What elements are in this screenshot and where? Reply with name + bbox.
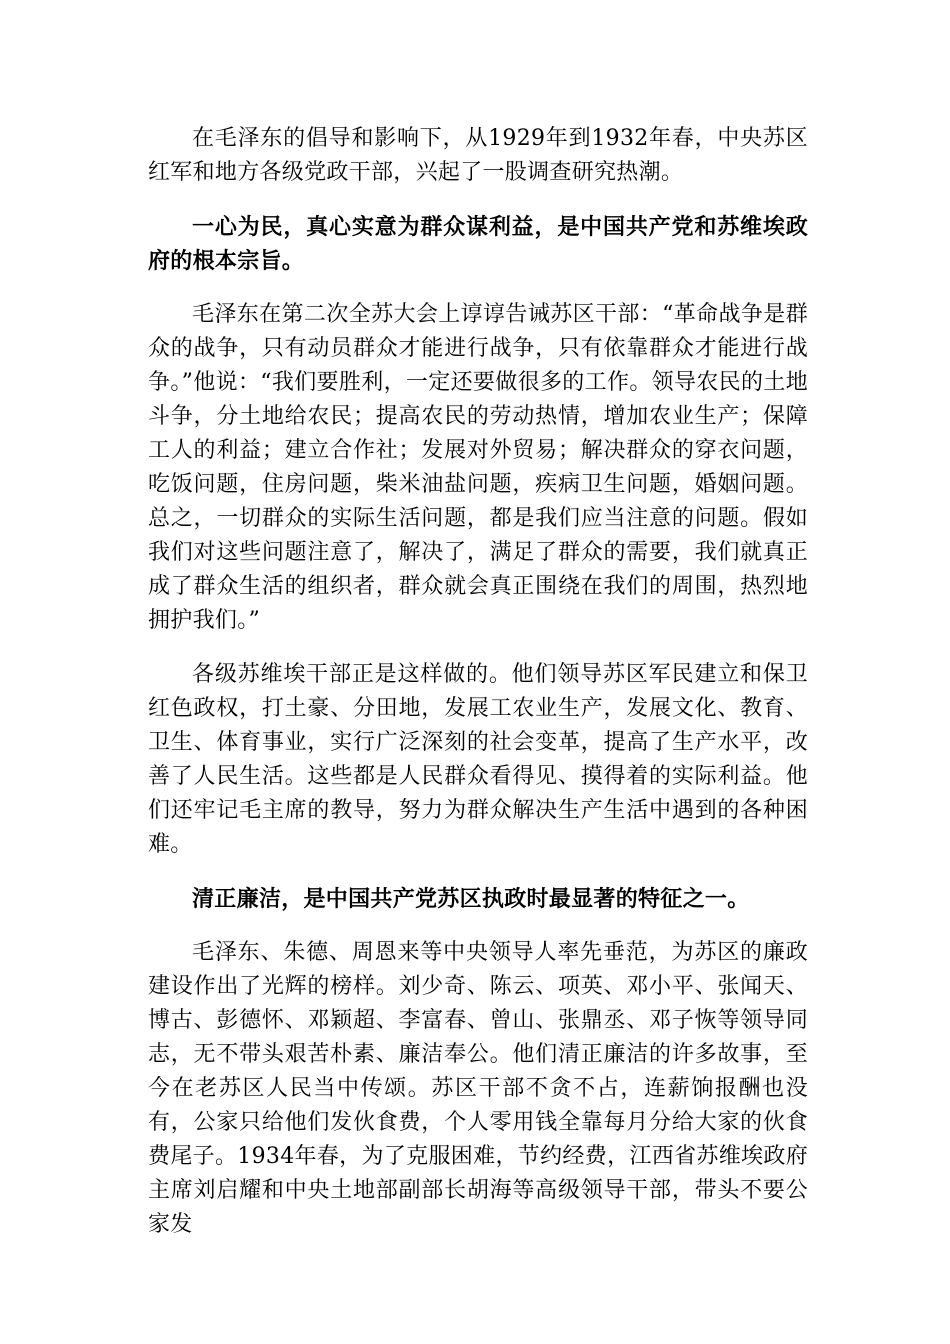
paragraph-soviet-cadres: 各级苏维埃干部正是这样做的。他们领导苏区军民建立和保卫红色政权，打土豪、分田地，发展工农业生产，发展文化、教育、卫生、体育事业，实行广泛深刻的社会变革，提高了生产水平，改善了人民生活。这些都是人民群众看得见、摸得着的实际利益。他们还牢记毛主席的教导，努力为群众解决生产生活中遇到的各种困难。 — [148, 662, 808, 857]
heading-clean-governance: 清正廉洁，是中国共产党苏区执政时最显著的特征之一。 — [192, 886, 750, 912]
document-page — [148, 122, 808, 1242]
paragraph-investigation-wave: 在毛泽东的倡导和影响下，从1929年到1932年春，中央苏区红军和地方各级党政干部，兴起了一股调查研究热潮。 — [148, 126, 808, 185]
paragraph-leaders-example: 毛泽东、朱德、周恩来等中央领导人率先垂范，为苏区的廉政建设作出了光辉的榜样。刘少奇、陈云、项英、邓小平、张闻天、博古、彭德怀、邓颖超、李富春、曾山、张鼎丞、邓子恢等领导同志，无不带头艰苦朴素、廉洁奉公。他们清正廉洁的许多故事，至今在老苏区人民当中传颂。苏区干部不贪不占，连薪饷报酬也没有，公家只给他们发伙食费，个人零用钱全靠每月分给大家的伙食费尾子。1934年春，为了克服困难，节约经费，江西省苏维埃政府主席刘启耀和中央土地部副部长胡海等高级领导干部，带头不要公家发 — [148, 940, 808, 1237]
paragraph-mao-speech: 毛泽东在第二次全苏大会上谆谆告诫苏区干部：“革命战争是群众的战争，只有动员群众才能进行战争，只有依靠群众才能进行战争。”他说：“我们要胜利，一定还要做很多的工作。领导农民的土地斗争，分土地给农民；提高农民的劳动热情，增加农业生产；保障工人的利益；建立合作社；发展对外贸易；解决群众的穿衣问题，吃饭问题，住房问题，柴米油盐问题，疾病卫生问题，婚姻问题。总之，一切群众的实际生活问题，都是我们应当注意的问题。假如我们对这些问题注意了，解决了，满足了群众的需要，我们就真正成了群众生活的组织者，群众就会真正围绕在我们的周围，热烈地拥护我们。” — [148, 302, 808, 633]
heading-serve-the-people: 一心为民，真心实意为群众谋利益，是中国共产党和苏维埃政府的根本宗旨。 — [148, 214, 808, 274]
